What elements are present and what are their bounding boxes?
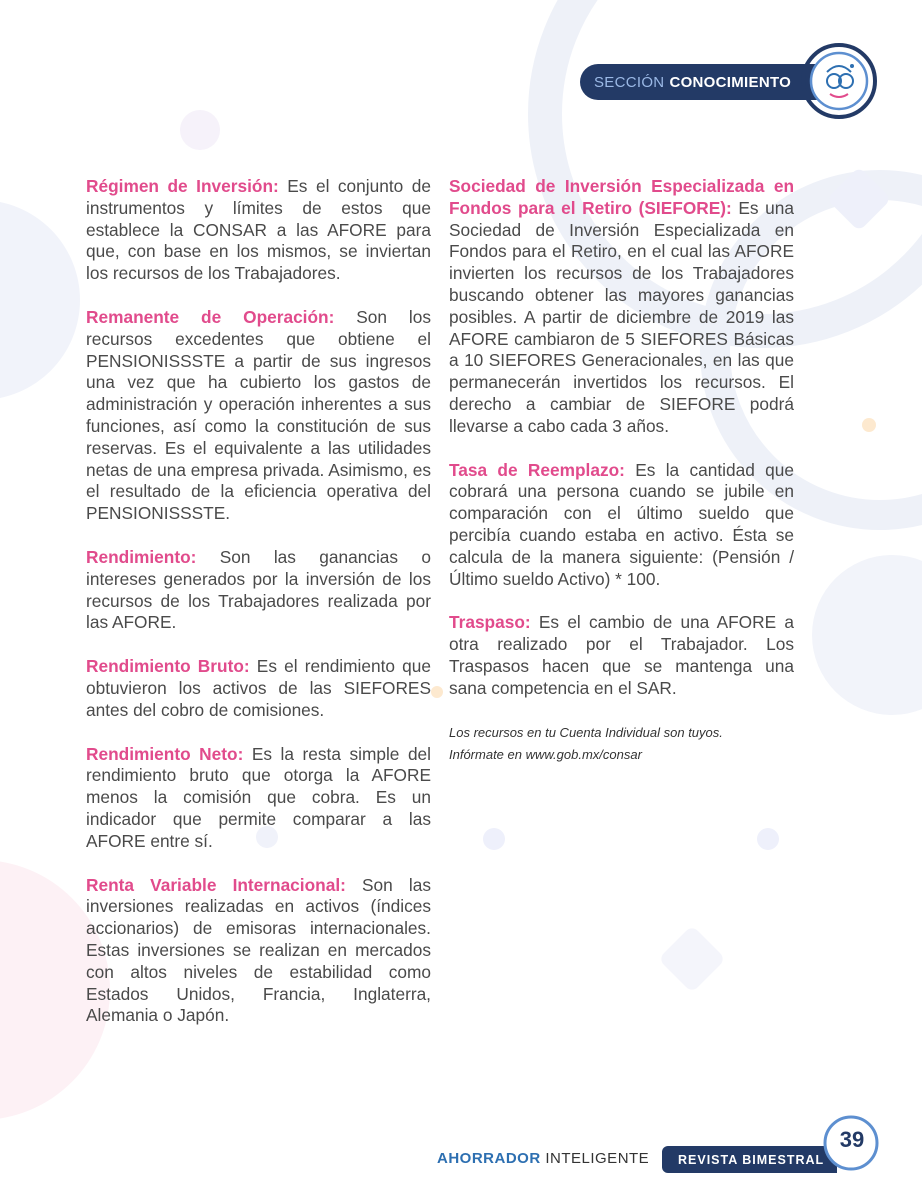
brand-rest: INTELIGENTE — [540, 1150, 650, 1167]
glossary-definition: Es la resta simple del rendimiento bruto que otorga la AFORE menos la comisión que cobra. Es un indicador que permite comparar a las AFORE entre sí. — [86, 743, 432, 851]
glossary-term: Rendimiento Neto: — [86, 743, 244, 764]
note-line-2: Infórmate en www.gob.mx/consar — [449, 746, 642, 762]
background-diamond-bottom — [658, 925, 726, 993]
glossary-entry-renta-variable — [86, 875, 431, 1028]
glossary-definition: Son las ganancias o intereses generados por la inversión de los recursos de los Trabajadores realizada por las AFORE. — [86, 546, 431, 633]
section-prefix: SECCIÓN — [594, 73, 665, 91]
section-name: CONOCIMIENTO — [669, 73, 792, 91]
glossary-entry-tasa-reemplazo — [449, 460, 794, 591]
glossary-entry-rendimiento-neto — [86, 744, 431, 853]
glossary-definition: Es el cambio de una AFORE a otra realizado por el Trabajador. Los Traspasos hacen que se mantenga una sana competencia en el SAR. — [449, 612, 794, 698]
background-dot-orange — [862, 418, 876, 432]
knowledge-emblem-icon — [800, 42, 878, 120]
background-circle-right — [812, 555, 922, 715]
glossary-definition: Es la cantidad que cobrará una persona cuando se jubile en comparación con el último sueldo que percibía cuando estaba en activo. Ésta se calcula de la manera siguiente: (Pensión / Último sueldo Activo) * 100. — [449, 459, 794, 589]
glossary-term: Renta Variable Internacional: — [86, 874, 346, 895]
glossary-definition: Es el rendimiento que obtuvieron los activos de las SIEFORES antes del cobro de comisiones. — [86, 656, 432, 720]
glossary-definition: Es una Sociedad de Inversión Especializada en Fondos para el Retiro, en el cual las AFORE invierten los recursos de los Trabajadores buscando obtener las mayores ganancias posibles. A partir de diciembre de 2019 las AFORE cambiaron de 5 SIEFORES Básicas a 10 SIEFORES Generacionales, en las que permanecerán invertidos los recursos. El derecho a cambiar de SIEFORE podrá llevarse a cabo cada 3 años. — [449, 197, 794, 436]
brand-bold: AHORRADOR — [437, 1150, 541, 1167]
glossary-term: Rendimiento Bruto: — [86, 656, 250, 677]
footer-brand — [437, 1150, 649, 1167]
glossary-definition: Son las inversiones realizadas en activos (índices accionarios) de emisoras internacionales. Estas inversiones se realizan en mercados con altos niveles de estabilidad como Estados Unidos, Francia, Inglaterra, Alemania o Japón. — [86, 874, 431, 1026]
glossary-term: Remanente de Operación: — [86, 306, 335, 327]
magazine-label: REVISTA BIMESTRAL — [662, 1146, 837, 1173]
glossary-term: Traspaso: — [449, 612, 531, 633]
glossary-entry-rendimiento-bruto — [86, 656, 431, 721]
consar-note — [449, 722, 794, 766]
background-circle-top-left — [180, 110, 220, 150]
glossary-definition: Es el conjunto de instrumentos y límites de estos que establece la CONSAR a las AFORE para que, con base en los mismos, se inviertan los recursos de los Trabajadores. — [86, 176, 431, 284]
glossary-right-column — [449, 176, 794, 766]
background-circle-left — [0, 200, 80, 400]
background-dot-orange-2 — [431, 686, 443, 698]
glossary-entry-remanente-operacion — [86, 307, 431, 525]
background-dot-middle — [483, 828, 505, 850]
glossary-entry-rendimiento — [86, 547, 431, 634]
glossary-entry-traspaso — [449, 612, 794, 699]
glossary-entry-regimen-inversion — [86, 176, 431, 285]
note-line-1: Los recursos en tu Cuenta Individual son tuyos. — [449, 724, 723, 740]
glossary-left-column — [86, 176, 431, 1049]
page-number: 39 — [839, 1127, 865, 1152]
glossary-term: Régimen de Inversión: — [86, 176, 279, 196]
glossary-term: Sociedad de Inversión Especializada en Fondos para el Retiro (SIEFORE): — [449, 176, 794, 218]
glossary-term: Tasa de Reemplazo: — [449, 459, 625, 480]
background-dot-right — [757, 828, 779, 850]
glossary-entry-siefore — [449, 176, 794, 438]
glossary-definition: Son los recursos excedentes que obtiene el PENSIONISSSTE a partir de sus ingresos una vez que ha cubierto los gastos de administración y operación inherentes a sus funciones, así como la constitución de sus reservas. Es el equivalente a las utilidades netas de una empresa privada. Asimismo, es el resultado de la eficiencia operativa del PENSIONISSSTE. — [86, 306, 431, 524]
glossary-term: Rendimiento: — [86, 546, 197, 567]
